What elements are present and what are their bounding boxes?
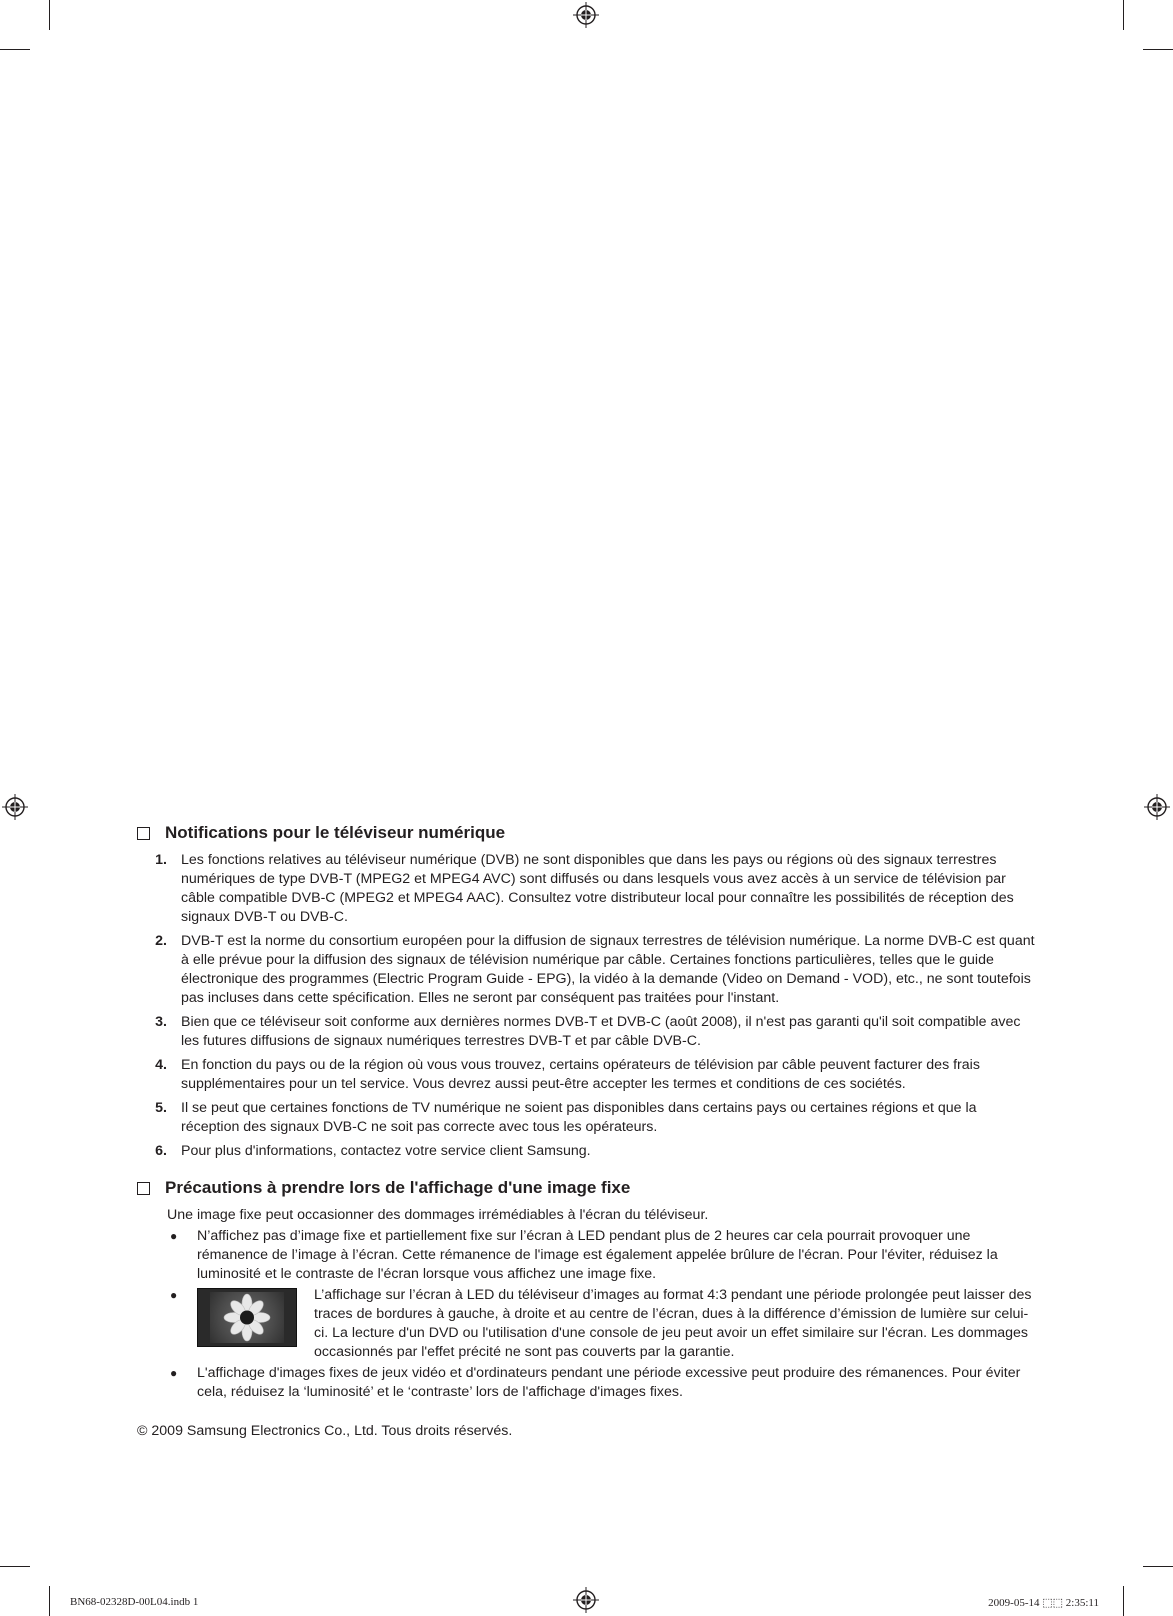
- tv-screen-flower-image: [197, 1288, 297, 1347]
- bullet-icon: ●: [170, 1366, 178, 1380]
- bullet-icon: ●: [170, 1288, 178, 1302]
- crop-mark-top-left-v: [49, 0, 50, 30]
- crop-mark-bottom-left-v: [49, 1586, 50, 1616]
- list-item: 1. Les fonctions relatives au téléviseur numérique (DVB) ne sont disponibles que dans les pays ou régions où des signaux terrestres numériques de type DVB-T (MPEG2 et MPEG4 AVC) sont diffusés ou dans lesquels vous avez accès à un service de télévision par câble compatible DVB-C (MPEG2 et MPEG4 AAC). Consultez votre distributeur local pour connaître les possibilités de réception des signaux DVB-T ou DVB-C.: [155, 852, 1014, 925]
- section-digital-tv-notifications: [137, 822, 1037, 1161]
- bullet-item: ● L’affichage sur l’écran à LED du téléviseur d’images au format 4:3 pendant une période prolongée peut laisser des traces de bordures à gauche, à droite et au centre de l’écran, dues à la différence d’émission de lumière sur celui-ci. La lecture d'un DVD ou l'utilisation d'une console de jeu peut avoir un effet similaire sur l'écran. Les dommages occasionnés par l'effet précité ne sont pas couverts par la garantie.: [137, 1286, 1037, 1362]
- section-still-image-precautions: [137, 1177, 1037, 1402]
- registration-mark-bottom-icon: [573, 1587, 599, 1613]
- checkbox-square-icon: [137, 827, 150, 840]
- crop-mark-bottom-right-h: [1143, 1566, 1173, 1567]
- footer-file-name: BN68-02328D-00L04.indb 1: [70, 1596, 199, 1608]
- copyright-notice: © 2009 Samsung Electronics Co., Ltd. Tous droits réservés.: [137, 1423, 513, 1439]
- checkbox-square-icon: [137, 1182, 150, 1195]
- registration-mark-right-icon: [1144, 794, 1170, 820]
- page-content: [137, 822, 1037, 1441]
- section-heading: [137, 822, 1037, 844]
- crop-mark-top-left-h: [0, 49, 30, 50]
- bullet-item: ● N’affichez pas d’image fixe et partiellement fixe sur l’écran à LED pendant plus de 2 heures car cela pourrait provoquer une rémanence de l’image à l’écran. Cette rémanence de l'image est également appelée brûlure de l'écran. Pour l'éviter, réduisez la luminosité et le contraste de l'écran lorsque vous affichez une image fixe.: [137, 1227, 1037, 1284]
- numbered-list: [137, 851, 1037, 1161]
- section-intro: Une image fixe peut occasionner des dommages irrémédiables à l'écran du téléviseur.: [167, 1207, 709, 1223]
- list-item: 2. DVB-T est la norme du consortium européen pour la diffusion de signaux terrestres de télévision numérique. La norme DVB-C est quant à elle prévue pour la diffusion des signaux de télévision numérique par câble. Certaines fonctions particulières, telles que le guide électronique des programmes (Electric Program Guide - EPG), la vidéo à la demande (Video on Demand - VOD), etc., ne sont toutefois pas incluses dans cette spécification. Elles ne seront par conséquent pas traitées pour l'instant.: [155, 933, 1035, 1006]
- registration-mark-top-icon: [573, 2, 599, 28]
- bullet-icon: ●: [170, 1229, 178, 1243]
- list-item: 3. Bien que ce téléviseur soit conforme aux dernières normes DVB-T et DVB-C (août 2008), il n'est pas garanti qu'il soit compatible avec les futures diffusions de signaux numériques terrestres DVB-T et par câble DVB-C.: [155, 1014, 1021, 1049]
- crop-mark-bottom-right-v: [1123, 1586, 1124, 1616]
- bullet-item: ● L'affichage d'images fixes de jeux vidéo et d'ordinateurs pendant une période excessive peut produire des rémanences. Pour éviter cela, réduisez la ‘luminosité’ et le ‘contraste’ lors de l'affichage d'images fixes.: [137, 1364, 1037, 1402]
- section-title: Précautions à prendre lors de l'affichage d'une image fixe: [165, 1178, 631, 1197]
- registration-mark-left-icon: [2, 794, 28, 820]
- footer-datetime: 2009-05-14 ⬚⬚ 2:35:11: [988, 1597, 1099, 1609]
- list-item: 6. Pour plus d'informations, contactez votre service client Samsung.: [155, 1143, 591, 1159]
- section-heading: [137, 1177, 1037, 1199]
- list-item: 5. Il se peut que certaines fonctions de TV numérique ne soient pas disponibles dans certains pays ou certaines régions et que la réception des signaux DVB-C ne soit pas correcte avec tous les opérateurs.: [155, 1100, 977, 1135]
- section-title: Notifications pour le téléviseur numérique: [165, 823, 506, 842]
- list-item: 4. En fonction du pays ou de la région où vous vous trouvez, certains opérateurs de télévision par câble peuvent facturer des frais supplémentaires pour un tel service. Vous devrez aussi peut-être accepter les termes et conditions de ces sociétés.: [155, 1057, 980, 1092]
- flower-icon: [210, 1292, 284, 1343]
- crop-mark-bottom-left-h: [0, 1566, 30, 1567]
- crop-mark-top-right-v: [1123, 0, 1124, 30]
- crop-mark-top-right-h: [1143, 49, 1173, 50]
